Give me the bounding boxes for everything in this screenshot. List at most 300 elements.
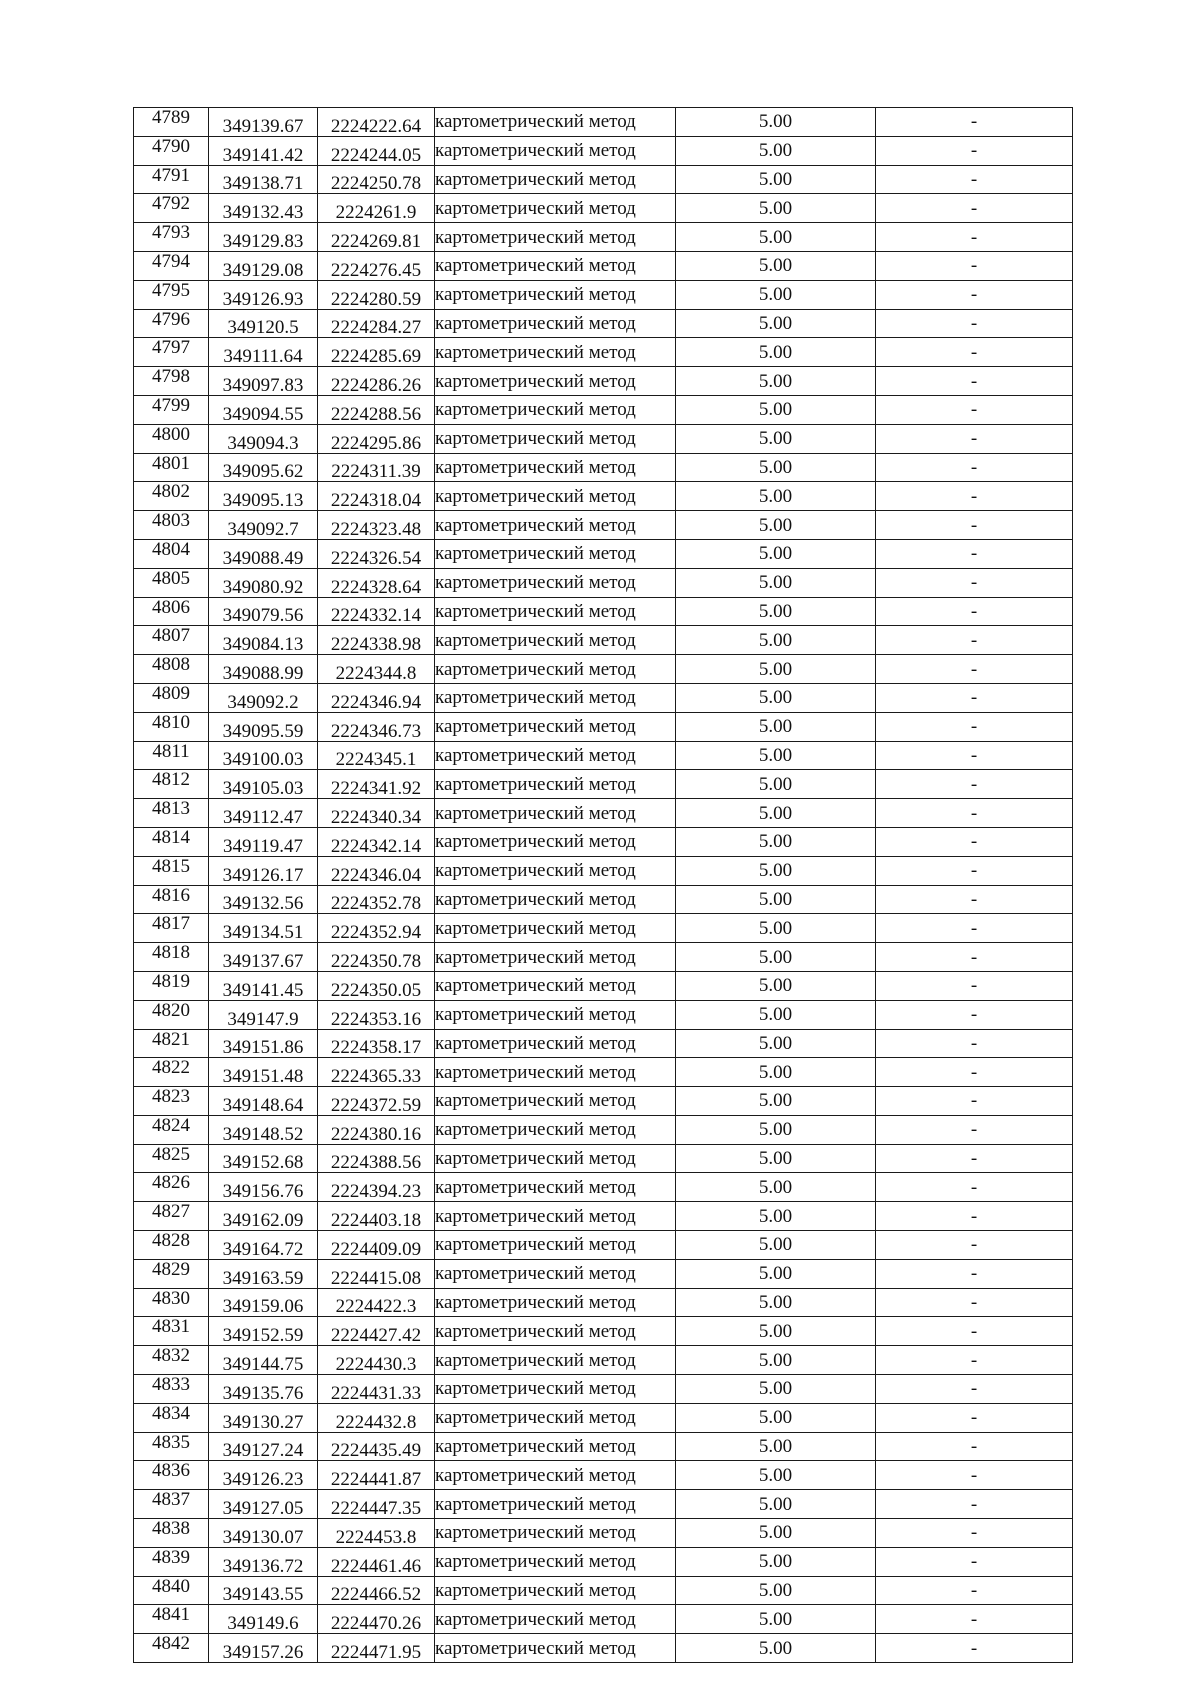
y-coordinate-cell: 2224471.95 bbox=[318, 1634, 435, 1663]
y-coordinate-cell: 2224447.35 bbox=[318, 1490, 435, 1519]
y-coordinate-cell: 2224388.56 bbox=[318, 1144, 435, 1173]
point-number-cell: 4819 bbox=[134, 971, 209, 1000]
method-cell: картометрический метод bbox=[435, 511, 676, 540]
y-coordinate-cell: 2224403.18 bbox=[318, 1202, 435, 1231]
table-row bbox=[134, 251, 1073, 280]
method-cell: картометрический метод bbox=[435, 1346, 676, 1375]
accuracy-cell: 5.00 bbox=[676, 655, 876, 684]
point-number-cell: 4834 bbox=[134, 1403, 209, 1432]
accuracy-cell: 5.00 bbox=[676, 136, 876, 165]
point-number-cell: 4824 bbox=[134, 1115, 209, 1144]
table-row bbox=[134, 1231, 1073, 1260]
accuracy-cell: 5.00 bbox=[676, 1605, 876, 1634]
method-cell: картометрический метод bbox=[435, 1490, 676, 1519]
method-cell: картометрический метод bbox=[435, 108, 676, 137]
method-cell: картометрический метод bbox=[435, 626, 676, 655]
point-number-cell: 4833 bbox=[134, 1375, 209, 1404]
point-number-cell: 4795 bbox=[134, 280, 209, 309]
y-coordinate-cell: 2224323.48 bbox=[318, 511, 435, 540]
description-cell: - bbox=[876, 597, 1073, 626]
table-row bbox=[134, 1403, 1073, 1432]
table-row bbox=[134, 1029, 1073, 1058]
point-number-cell: 4839 bbox=[134, 1547, 209, 1576]
description-cell: - bbox=[876, 827, 1073, 856]
method-cell: картометрический метод bbox=[435, 1634, 676, 1663]
x-coordinate-cell: 349152.59 bbox=[209, 1317, 318, 1346]
y-coordinate-cell: 2224285.69 bbox=[318, 338, 435, 367]
y-coordinate-cell: 2224345.1 bbox=[318, 741, 435, 770]
point-number-cell: 4821 bbox=[134, 1029, 209, 1058]
description-cell: - bbox=[876, 1375, 1073, 1404]
x-coordinate-cell: 349164.72 bbox=[209, 1231, 318, 1260]
point-number-cell: 4838 bbox=[134, 1519, 209, 1548]
table-row bbox=[134, 1058, 1073, 1087]
method-cell: картометрический метод bbox=[435, 280, 676, 309]
table-row bbox=[134, 568, 1073, 597]
description-cell: - bbox=[876, 338, 1073, 367]
description-cell: - bbox=[876, 539, 1073, 568]
accuracy-cell: 5.00 bbox=[676, 108, 876, 137]
table-row bbox=[134, 1461, 1073, 1490]
table-row bbox=[134, 1259, 1073, 1288]
point-number-cell: 4820 bbox=[134, 1000, 209, 1029]
table-row bbox=[134, 626, 1073, 655]
accuracy-cell: 5.00 bbox=[676, 1519, 876, 1548]
method-cell: картометрический метод bbox=[435, 539, 676, 568]
accuracy-cell: 5.00 bbox=[676, 971, 876, 1000]
table-row bbox=[134, 511, 1073, 540]
point-number-cell: 4836 bbox=[134, 1461, 209, 1490]
accuracy-cell: 5.00 bbox=[676, 194, 876, 223]
x-coordinate-cell: 349143.55 bbox=[209, 1576, 318, 1605]
x-coordinate-cell: 349079.56 bbox=[209, 597, 318, 626]
method-cell: картометрический метод bbox=[435, 1317, 676, 1346]
accuracy-cell: 5.00 bbox=[676, 885, 876, 914]
x-coordinate-cell: 349162.09 bbox=[209, 1202, 318, 1231]
table-row bbox=[134, 1519, 1073, 1548]
point-number-cell: 4813 bbox=[134, 799, 209, 828]
table-row bbox=[134, 1432, 1073, 1461]
y-coordinate-cell: 2224461.46 bbox=[318, 1547, 435, 1576]
description-cell: - bbox=[876, 251, 1073, 280]
x-coordinate-cell: 349095.62 bbox=[209, 453, 318, 482]
x-coordinate-cell: 349134.51 bbox=[209, 914, 318, 943]
point-number-cell: 4809 bbox=[134, 683, 209, 712]
table-row bbox=[134, 1202, 1073, 1231]
table-row bbox=[134, 943, 1073, 972]
method-cell: картометрический метод bbox=[435, 338, 676, 367]
point-number-cell: 4831 bbox=[134, 1317, 209, 1346]
y-coordinate-cell: 2224342.14 bbox=[318, 827, 435, 856]
accuracy-cell: 5.00 bbox=[676, 1144, 876, 1173]
table-row bbox=[134, 1346, 1073, 1375]
table-row bbox=[134, 1375, 1073, 1404]
y-coordinate-cell: 2224350.78 bbox=[318, 943, 435, 972]
point-number-cell: 4792 bbox=[134, 194, 209, 223]
method-cell: картометрический метод bbox=[435, 683, 676, 712]
accuracy-cell: 5.00 bbox=[676, 1231, 876, 1260]
y-coordinate-cell: 2224430.3 bbox=[318, 1346, 435, 1375]
method-cell: картометрический метод bbox=[435, 1173, 676, 1202]
y-coordinate-cell: 2224422.3 bbox=[318, 1288, 435, 1317]
point-number-cell: 4808 bbox=[134, 655, 209, 684]
accuracy-cell: 5.00 bbox=[676, 683, 876, 712]
table-row bbox=[134, 1173, 1073, 1202]
y-coordinate-cell: 2224284.27 bbox=[318, 309, 435, 338]
method-cell: картометрический метод bbox=[435, 1087, 676, 1116]
x-coordinate-cell: 349132.56 bbox=[209, 885, 318, 914]
point-number-cell: 4835 bbox=[134, 1432, 209, 1461]
method-cell: картометрический метод bbox=[435, 1029, 676, 1058]
accuracy-cell: 5.00 bbox=[676, 424, 876, 453]
point-number-cell: 4815 bbox=[134, 856, 209, 885]
table-row bbox=[134, 453, 1073, 482]
y-coordinate-cell: 2224346.73 bbox=[318, 712, 435, 741]
table-row bbox=[134, 856, 1073, 885]
table-row bbox=[134, 597, 1073, 626]
point-number-cell: 4804 bbox=[134, 539, 209, 568]
method-cell: картометрический метод bbox=[435, 856, 676, 885]
method-cell: картометрический метод bbox=[435, 1000, 676, 1029]
point-number-cell: 4799 bbox=[134, 395, 209, 424]
y-coordinate-cell: 2224470.26 bbox=[318, 1605, 435, 1634]
x-coordinate-cell: 349139.67 bbox=[209, 108, 318, 137]
accuracy-cell: 5.00 bbox=[676, 799, 876, 828]
table-row bbox=[134, 1634, 1073, 1663]
x-coordinate-cell: 349129.83 bbox=[209, 223, 318, 252]
table-row bbox=[134, 1576, 1073, 1605]
description-cell: - bbox=[876, 856, 1073, 885]
description-cell: - bbox=[876, 1058, 1073, 1087]
table-row bbox=[134, 482, 1073, 511]
x-coordinate-cell: 349144.75 bbox=[209, 1346, 318, 1375]
method-cell: картометрический метод bbox=[435, 223, 676, 252]
y-coordinate-cell: 2224280.59 bbox=[318, 280, 435, 309]
point-number-cell: 4825 bbox=[134, 1144, 209, 1173]
y-coordinate-cell: 2224261.9 bbox=[318, 194, 435, 223]
accuracy-cell: 5.00 bbox=[676, 712, 876, 741]
y-coordinate-cell: 2224222.64 bbox=[318, 108, 435, 137]
method-cell: картометрический метод bbox=[435, 1403, 676, 1432]
method-cell: картометрический метод bbox=[435, 799, 676, 828]
description-cell: - bbox=[876, 309, 1073, 338]
y-coordinate-cell: 2224332.14 bbox=[318, 597, 435, 626]
accuracy-cell: 5.00 bbox=[676, 827, 876, 856]
table-row bbox=[134, 885, 1073, 914]
description-cell: - bbox=[876, 1259, 1073, 1288]
y-coordinate-cell: 2224286.26 bbox=[318, 367, 435, 396]
point-number-cell: 4790 bbox=[134, 136, 209, 165]
point-number-cell: 4802 bbox=[134, 482, 209, 511]
accuracy-cell: 5.00 bbox=[676, 597, 876, 626]
x-coordinate-cell: 349130.07 bbox=[209, 1519, 318, 1548]
description-cell: - bbox=[876, 1000, 1073, 1029]
table-row bbox=[134, 367, 1073, 396]
y-coordinate-cell: 2224311.39 bbox=[318, 453, 435, 482]
accuracy-cell: 5.00 bbox=[676, 1576, 876, 1605]
method-cell: картометрический метод bbox=[435, 136, 676, 165]
accuracy-cell: 5.00 bbox=[676, 568, 876, 597]
description-cell: - bbox=[876, 1346, 1073, 1375]
description-cell: - bbox=[876, 108, 1073, 137]
description-cell: - bbox=[876, 1144, 1073, 1173]
x-coordinate-cell: 349151.86 bbox=[209, 1029, 318, 1058]
y-coordinate-cell: 2224244.05 bbox=[318, 136, 435, 165]
description-cell: - bbox=[876, 136, 1073, 165]
accuracy-cell: 5.00 bbox=[676, 1461, 876, 1490]
point-number-cell: 4814 bbox=[134, 827, 209, 856]
x-coordinate-cell: 349112.47 bbox=[209, 799, 318, 828]
accuracy-cell: 5.00 bbox=[676, 395, 876, 424]
description-cell: - bbox=[876, 165, 1073, 194]
x-coordinate-cell: 349127.05 bbox=[209, 1490, 318, 1519]
description-cell: - bbox=[876, 1173, 1073, 1202]
accuracy-cell: 5.00 bbox=[676, 741, 876, 770]
accuracy-cell: 5.00 bbox=[676, 914, 876, 943]
table-row bbox=[134, 1547, 1073, 1576]
y-coordinate-cell: 2224338.98 bbox=[318, 626, 435, 655]
method-cell: картометрический метод bbox=[435, 597, 676, 626]
x-coordinate-cell: 349141.42 bbox=[209, 136, 318, 165]
method-cell: картометрический метод bbox=[435, 914, 676, 943]
x-coordinate-cell: 349141.45 bbox=[209, 971, 318, 1000]
x-coordinate-cell: 349159.06 bbox=[209, 1288, 318, 1317]
description-cell: - bbox=[876, 1231, 1073, 1260]
method-cell: картометрический метод bbox=[435, 395, 676, 424]
description-cell: - bbox=[876, 1605, 1073, 1634]
y-coordinate-cell: 2224352.94 bbox=[318, 914, 435, 943]
description-cell: - bbox=[876, 626, 1073, 655]
description-cell: - bbox=[876, 943, 1073, 972]
point-number-cell: 4826 bbox=[134, 1173, 209, 1202]
description-cell: - bbox=[876, 453, 1073, 482]
x-coordinate-cell: 349092.7 bbox=[209, 511, 318, 540]
accuracy-cell: 5.00 bbox=[676, 1259, 876, 1288]
point-number-cell: 4829 bbox=[134, 1259, 209, 1288]
point-number-cell: 4837 bbox=[134, 1490, 209, 1519]
accuracy-cell: 5.00 bbox=[676, 1547, 876, 1576]
y-coordinate-cell: 2224276.45 bbox=[318, 251, 435, 280]
y-coordinate-cell: 2224441.87 bbox=[318, 1461, 435, 1490]
x-coordinate-cell: 349126.17 bbox=[209, 856, 318, 885]
accuracy-cell: 5.00 bbox=[676, 367, 876, 396]
description-cell: - bbox=[876, 1519, 1073, 1548]
table-row bbox=[134, 655, 1073, 684]
x-coordinate-cell: 349095.59 bbox=[209, 712, 318, 741]
point-number-cell: 4798 bbox=[134, 367, 209, 396]
point-number-cell: 4812 bbox=[134, 770, 209, 799]
point-number-cell: 4840 bbox=[134, 1576, 209, 1605]
table-row bbox=[134, 194, 1073, 223]
description-cell: - bbox=[876, 741, 1073, 770]
table-row bbox=[134, 1490, 1073, 1519]
y-coordinate-cell: 2224328.64 bbox=[318, 568, 435, 597]
accuracy-cell: 5.00 bbox=[676, 309, 876, 338]
table-row bbox=[134, 309, 1073, 338]
accuracy-cell: 5.00 bbox=[676, 770, 876, 799]
method-cell: картометрический метод bbox=[435, 165, 676, 194]
accuracy-cell: 5.00 bbox=[676, 1346, 876, 1375]
method-cell: картометрический метод bbox=[435, 482, 676, 511]
description-cell: - bbox=[876, 194, 1073, 223]
y-coordinate-cell: 2224340.34 bbox=[318, 799, 435, 828]
description-cell: - bbox=[876, 655, 1073, 684]
table-row bbox=[134, 108, 1073, 137]
y-coordinate-cell: 2224409.09 bbox=[318, 1231, 435, 1260]
description-cell: - bbox=[876, 223, 1073, 252]
method-cell: картометрический метод bbox=[435, 367, 676, 396]
description-cell: - bbox=[876, 511, 1073, 540]
description-cell: - bbox=[876, 1317, 1073, 1346]
y-coordinate-cell: 2224250.78 bbox=[318, 165, 435, 194]
y-coordinate-cell: 2224318.04 bbox=[318, 482, 435, 511]
x-coordinate-cell: 349137.67 bbox=[209, 943, 318, 972]
table-row bbox=[134, 136, 1073, 165]
x-coordinate-cell: 349111.64 bbox=[209, 338, 318, 367]
point-number-cell: 4816 bbox=[134, 885, 209, 914]
accuracy-cell: 5.00 bbox=[676, 539, 876, 568]
method-cell: картометрический метод bbox=[435, 1519, 676, 1548]
accuracy-cell: 5.00 bbox=[676, 223, 876, 252]
table-row bbox=[134, 1115, 1073, 1144]
table-row bbox=[134, 712, 1073, 741]
point-number-cell: 4807 bbox=[134, 626, 209, 655]
method-cell: картометрический метод bbox=[435, 655, 676, 684]
accuracy-cell: 5.00 bbox=[676, 1432, 876, 1461]
accuracy-cell: 5.00 bbox=[676, 1115, 876, 1144]
accuracy-cell: 5.00 bbox=[676, 1173, 876, 1202]
x-coordinate-cell: 349094.55 bbox=[209, 395, 318, 424]
table-row bbox=[134, 799, 1073, 828]
description-cell: - bbox=[876, 1432, 1073, 1461]
table-row bbox=[134, 1087, 1073, 1116]
point-number-cell: 4832 bbox=[134, 1346, 209, 1375]
x-coordinate-cell: 349126.93 bbox=[209, 280, 318, 309]
x-coordinate-cell: 349088.49 bbox=[209, 539, 318, 568]
table-row bbox=[134, 741, 1073, 770]
accuracy-cell: 5.00 bbox=[676, 251, 876, 280]
x-coordinate-cell: 349092.2 bbox=[209, 683, 318, 712]
x-coordinate-cell: 349152.68 bbox=[209, 1144, 318, 1173]
x-coordinate-cell: 349149.6 bbox=[209, 1605, 318, 1634]
accuracy-cell: 5.00 bbox=[676, 280, 876, 309]
x-coordinate-cell: 349129.08 bbox=[209, 251, 318, 280]
method-cell: картометрический метод bbox=[435, 770, 676, 799]
point-number-cell: 4827 bbox=[134, 1202, 209, 1231]
point-number-cell: 4817 bbox=[134, 914, 209, 943]
y-coordinate-cell: 2224466.52 bbox=[318, 1576, 435, 1605]
point-number-cell: 4793 bbox=[134, 223, 209, 252]
table-row bbox=[134, 971, 1073, 1000]
method-cell: картометрический метод bbox=[435, 1144, 676, 1173]
accuracy-cell: 5.00 bbox=[676, 1087, 876, 1116]
x-coordinate-cell: 349151.48 bbox=[209, 1058, 318, 1087]
x-coordinate-cell: 349120.5 bbox=[209, 309, 318, 338]
method-cell: картометрический метод bbox=[435, 424, 676, 453]
description-cell: - bbox=[876, 1029, 1073, 1058]
x-coordinate-cell: 349157.26 bbox=[209, 1634, 318, 1663]
accuracy-cell: 5.00 bbox=[676, 1202, 876, 1231]
description-cell: - bbox=[876, 424, 1073, 453]
y-coordinate-cell: 2224415.08 bbox=[318, 1259, 435, 1288]
x-coordinate-cell: 349163.59 bbox=[209, 1259, 318, 1288]
method-cell: картометрический метод bbox=[435, 1115, 676, 1144]
description-cell: - bbox=[876, 971, 1073, 1000]
method-cell: картометрический метод bbox=[435, 1288, 676, 1317]
method-cell: картометрический метод bbox=[435, 1231, 676, 1260]
description-cell: - bbox=[876, 280, 1073, 309]
x-coordinate-cell: 349135.76 bbox=[209, 1375, 318, 1404]
x-coordinate-cell: 349138.71 bbox=[209, 165, 318, 194]
x-coordinate-cell: 349132.43 bbox=[209, 194, 318, 223]
point-number-cell: 4800 bbox=[134, 424, 209, 453]
table-row bbox=[134, 280, 1073, 309]
y-coordinate-cell: 2224380.16 bbox=[318, 1115, 435, 1144]
description-cell: - bbox=[876, 799, 1073, 828]
description-cell: - bbox=[876, 914, 1073, 943]
x-coordinate-cell: 349080.92 bbox=[209, 568, 318, 597]
coordinates-table bbox=[133, 107, 1073, 1663]
point-number-cell: 4830 bbox=[134, 1288, 209, 1317]
table-row bbox=[134, 338, 1073, 367]
method-cell: картометрический метод bbox=[435, 1259, 676, 1288]
y-coordinate-cell: 2224346.94 bbox=[318, 683, 435, 712]
y-coordinate-cell: 2224288.56 bbox=[318, 395, 435, 424]
accuracy-cell: 5.00 bbox=[676, 1375, 876, 1404]
point-number-cell: 4828 bbox=[134, 1231, 209, 1260]
point-number-cell: 4801 bbox=[134, 453, 209, 482]
table-row bbox=[134, 539, 1073, 568]
x-coordinate-cell: 349095.13 bbox=[209, 482, 318, 511]
point-number-cell: 4841 bbox=[134, 1605, 209, 1634]
method-cell: картометрический метод bbox=[435, 971, 676, 1000]
description-cell: - bbox=[876, 395, 1073, 424]
x-coordinate-cell: 349147.9 bbox=[209, 1000, 318, 1029]
method-cell: картометрический метод bbox=[435, 885, 676, 914]
table-row bbox=[134, 1605, 1073, 1634]
x-coordinate-cell: 349084.13 bbox=[209, 626, 318, 655]
y-coordinate-cell: 2224295.86 bbox=[318, 424, 435, 453]
method-cell: картометрический метод bbox=[435, 453, 676, 482]
description-cell: - bbox=[876, 770, 1073, 799]
y-coordinate-cell: 2224352.78 bbox=[318, 885, 435, 914]
table-row bbox=[134, 914, 1073, 943]
table-row bbox=[134, 1317, 1073, 1346]
y-coordinate-cell: 2224269.81 bbox=[318, 223, 435, 252]
table-row bbox=[134, 165, 1073, 194]
y-coordinate-cell: 2224453.8 bbox=[318, 1519, 435, 1548]
table-row bbox=[134, 424, 1073, 453]
y-coordinate-cell: 2224427.42 bbox=[318, 1317, 435, 1346]
accuracy-cell: 5.00 bbox=[676, 943, 876, 972]
table-row bbox=[134, 395, 1073, 424]
method-cell: картометрический метод bbox=[435, 194, 676, 223]
accuracy-cell: 5.00 bbox=[676, 1634, 876, 1663]
y-coordinate-cell: 2224358.17 bbox=[318, 1029, 435, 1058]
method-cell: картометрический метод bbox=[435, 568, 676, 597]
table-row bbox=[134, 223, 1073, 252]
point-number-cell: 4805 bbox=[134, 568, 209, 597]
accuracy-cell: 5.00 bbox=[676, 165, 876, 194]
point-number-cell: 4823 bbox=[134, 1087, 209, 1116]
method-cell: картометрический метод bbox=[435, 1432, 676, 1461]
method-cell: картометрический метод bbox=[435, 1605, 676, 1634]
method-cell: картометрический метод bbox=[435, 309, 676, 338]
description-cell: - bbox=[876, 885, 1073, 914]
accuracy-cell: 5.00 bbox=[676, 453, 876, 482]
x-coordinate-cell: 349088.99 bbox=[209, 655, 318, 684]
point-number-cell: 4818 bbox=[134, 943, 209, 972]
